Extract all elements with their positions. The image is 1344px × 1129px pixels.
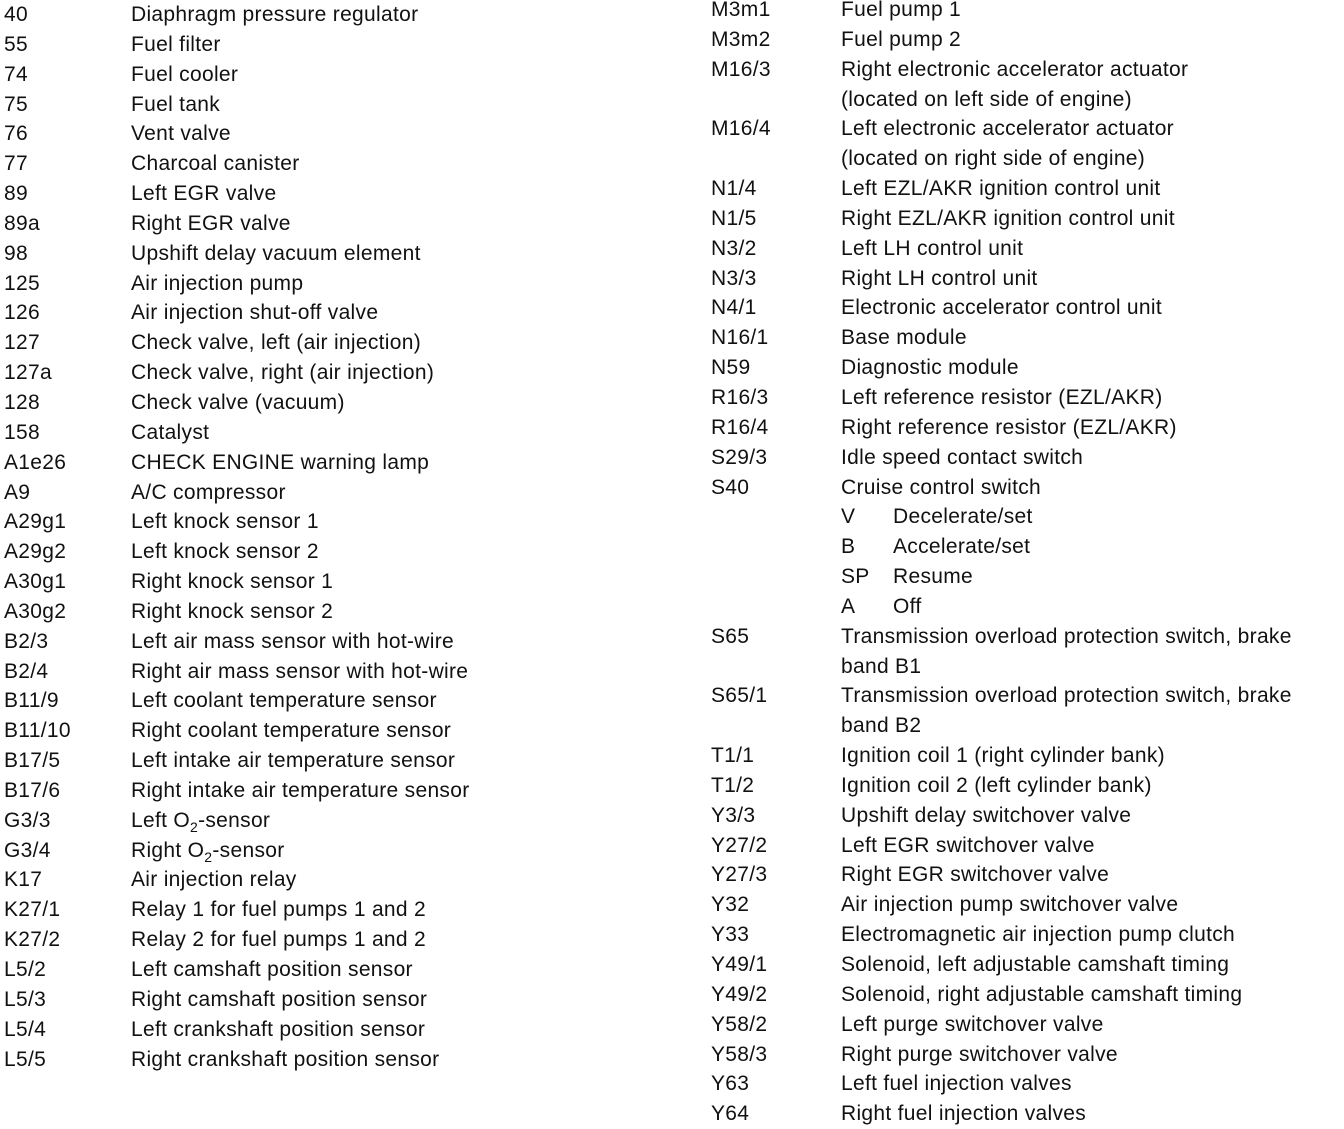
- legend-description: Right crankshaft position sensor: [131, 1047, 440, 1071]
- legend-item: [711, 860, 1341, 890]
- legend-item: [4, 627, 644, 657]
- legend-code: 77: [4, 152, 28, 176]
- legend-code: R16/3: [711, 385, 769, 409]
- legend-code: N4/1: [711, 296, 757, 320]
- legend-code: S40: [711, 475, 750, 499]
- legend-description: Check valve, left (air injection): [131, 331, 422, 355]
- legend-description-block: [131, 209, 644, 239]
- legend-description-block: [131, 90, 644, 120]
- legend-description: Check valve (vacuum): [131, 390, 345, 414]
- legend-code: B2/4: [4, 659, 49, 683]
- legend-code: L5/5: [4, 1047, 47, 1071]
- legend-description-block: [131, 179, 644, 209]
- legend-item: [4, 298, 644, 328]
- legend-description-block: [131, 30, 644, 60]
- legend-description-block: [131, 358, 644, 388]
- legend-description: Transmission overload protection switch, brake: [841, 624, 1292, 648]
- legend-code: Y63: [711, 1072, 750, 1096]
- legend-description: Ignition coil 2 (left cylinder bank): [841, 773, 1152, 797]
- legend-description: Air injection pump: [131, 271, 304, 295]
- legend-code: Y49/1: [711, 953, 768, 976]
- legend-description-block: [841, 443, 1341, 473]
- legend-item: [711, 353, 1341, 383]
- legend-item: [4, 388, 644, 418]
- legend-description-block: [131, 567, 644, 597]
- legend-item: [711, 890, 1341, 920]
- legend-description-block: [841, 25, 1341, 55]
- legend-code: Y64: [711, 1102, 750, 1126]
- legend-code: R16/4: [711, 415, 769, 439]
- legend-description: Transmission overload protection switch, brake: [841, 684, 1292, 708]
- legend-item: [4, 30, 644, 60]
- subscript-text: 2: [204, 848, 213, 865]
- legend-code: 98: [4, 241, 28, 265]
- legend-description-block: [841, 353, 1341, 383]
- legend-description: Right purge switchover valve: [841, 1042, 1118, 1066]
- legend-item: [4, 746, 644, 776]
- legend-item: [711, 681, 1341, 741]
- legend-item: [711, 920, 1341, 950]
- legend-item: [4, 1015, 644, 1045]
- legend-code: A9: [4, 480, 31, 504]
- legend-description: CHECK ENGINE warning lamp: [131, 450, 430, 474]
- legend-description-block: [131, 627, 644, 657]
- legend-description-block: [841, 293, 1341, 323]
- legend-item: [4, 60, 644, 90]
- legend-description-block: [841, 234, 1341, 264]
- legend-description: Upshift delay switchover valve: [841, 803, 1132, 827]
- legend-code: T1/2: [711, 773, 755, 797]
- legend-description-text: Right O: [131, 838, 205, 862]
- legend-description-block: [131, 388, 644, 418]
- legend-code: B17/6: [4, 778, 61, 802]
- legend-description-block: [131, 597, 644, 627]
- legend-description: Left intake air temperature sensor: [131, 749, 456, 773]
- legend-code: M3m2: [711, 27, 771, 51]
- legend-code: K27/1: [4, 898, 61, 922]
- legend-item: [711, 1010, 1341, 1040]
- legend-description: Fuel pump 1: [841, 0, 962, 21]
- legend-code: K27/2: [4, 928, 61, 952]
- legend-description-text: Left O: [131, 808, 190, 832]
- legend-code: 76: [4, 122, 28, 146]
- legend-code: G3/4: [4, 838, 51, 862]
- legend-item: [4, 776, 644, 806]
- legend-item: [4, 149, 644, 179]
- legend-item: [4, 686, 644, 716]
- legend-item: [711, 264, 1341, 294]
- legend-description-block: [841, 1040, 1341, 1070]
- legend-item: [4, 478, 644, 508]
- legend-description-block: [131, 60, 644, 90]
- legend-code: Y49/2: [711, 982, 768, 1006]
- legend-description: Solenoid, right adjustable camshaft timing: [841, 982, 1243, 1006]
- legend-item: [4, 836, 644, 866]
- legend-description: Right camshaft position sensor: [131, 987, 428, 1011]
- legend-item: [4, 955, 644, 985]
- legend-item: [711, 323, 1341, 353]
- legend-item: [711, 0, 1341, 25]
- legend-description-block: [841, 473, 1341, 503]
- legend-description: Left camshaft position sensor: [131, 958, 413, 981]
- legend-code: N3/3: [711, 266, 757, 290]
- legend-description: Vent valve: [131, 122, 231, 146]
- legend-code: N1/4: [711, 177, 757, 201]
- legend-description: Diagnostic module: [841, 356, 1019, 380]
- legend-item: [4, 269, 644, 299]
- legend-description: Electronic accelerator control unit: [841, 296, 1162, 320]
- legend-code: G3/3: [4, 808, 51, 832]
- legend-description-text: -sensor: [198, 808, 271, 832]
- legend-description-block: [841, 55, 1341, 115]
- legend-description-block: [841, 114, 1341, 174]
- legend-description-block: [841, 0, 1341, 25]
- legend-code: Y32: [711, 893, 750, 917]
- legend-description: Ignition coil 1 (right cylinder bank): [841, 744, 1165, 768]
- legend-item: [4, 358, 644, 388]
- legend-code: 126: [4, 301, 40, 325]
- legend-description: Solenoid, left adjustable camshaft timing: [841, 953, 1230, 976]
- legend-code: Y33: [711, 923, 750, 947]
- legend-code: N3/2: [711, 236, 757, 260]
- legend-description: Resume: [893, 565, 973, 589]
- legend-item: [4, 239, 644, 269]
- legend-description-block: [841, 323, 1341, 353]
- legend-sub-item: [711, 502, 1341, 532]
- legend-code: 89: [4, 182, 28, 206]
- legend-description: Left air mass sensor with hot-wire: [131, 629, 454, 653]
- legend-description-block: [131, 836, 644, 866]
- legend-item: [711, 950, 1341, 980]
- legend-description: Right fuel injection valves: [841, 1102, 1087, 1126]
- legend-item: [711, 771, 1341, 801]
- legend-item: [711, 1069, 1341, 1099]
- legend-item: [4, 865, 644, 895]
- subscript-text: 2: [190, 818, 199, 835]
- legend-item: [711, 1099, 1341, 1129]
- legend-description-block: [131, 269, 644, 299]
- legend-description-block: [841, 264, 1341, 294]
- legend-description: Fuel cooler: [131, 62, 239, 86]
- legend-description: Right LH control unit: [841, 266, 1038, 290]
- legend-description-block: [131, 716, 644, 746]
- legend-item: [711, 55, 1341, 115]
- legend-description: Idle speed contact switch: [841, 445, 1084, 469]
- legend-code: Y27/3: [711, 863, 768, 887]
- legend-item: [711, 234, 1341, 264]
- legend-description-block: [131, 418, 644, 448]
- legend-code: L5/2: [4, 958, 47, 981]
- legend-item: [711, 980, 1341, 1010]
- legend-item: [4, 657, 644, 687]
- legend-description-block: [131, 0, 644, 30]
- legend-code: 75: [4, 92, 28, 116]
- legend-description-continued: band B2: [841, 714, 922, 738]
- legend-code: A30g1: [4, 570, 67, 594]
- legend-description-block: [131, 865, 644, 895]
- legend-description-block: [131, 448, 644, 478]
- legend-code: B2/3: [4, 629, 49, 653]
- legend-description: Right knock sensor 1: [131, 570, 334, 594]
- legend-code: T1/1: [711, 744, 755, 768]
- legend-description-block: [131, 686, 644, 716]
- legend-description: Left reference resistor (EZL/AKR): [841, 385, 1163, 409]
- legend-description-block: [131, 895, 644, 925]
- legend-item: [4, 418, 644, 448]
- legend-description-block: [841, 204, 1341, 234]
- legend-description: Left knock sensor 2: [131, 540, 319, 564]
- legend-description: Fuel pump 2: [841, 27, 962, 51]
- legend-description-block: [841, 860, 1341, 890]
- legend-description-block: [131, 478, 644, 508]
- legend-item: [711, 413, 1341, 443]
- legend-description: Left coolant temperature sensor: [131, 689, 437, 713]
- legend-item: [711, 174, 1341, 204]
- legend-sub-code: B: [841, 535, 856, 559]
- legend-description-continued: (located on left side of engine): [841, 87, 1132, 111]
- legend-description: Right intake air temperature sensor: [131, 778, 470, 802]
- legend-description: Charcoal canister: [131, 152, 300, 176]
- legend-code: 158: [4, 420, 40, 444]
- legend-description: Right knock sensor 2: [131, 599, 334, 623]
- legend-code: 125: [4, 271, 40, 295]
- legend-item: [711, 383, 1341, 413]
- legend-code: A30g2: [4, 599, 67, 623]
- legend-code: 40: [4, 3, 28, 26]
- legend-item: [711, 443, 1341, 473]
- legend-description-block: [131, 328, 644, 358]
- legend-description: Right EZL/AKR ignition control unit: [841, 206, 1175, 230]
- legend-sub-code: V: [841, 505, 856, 529]
- legend-item: [4, 1045, 644, 1075]
- legend-code: L5/4: [4, 1017, 47, 1041]
- legend-description: Right EGR switchover valve: [841, 863, 1110, 887]
- legend-code: M16/4: [711, 117, 771, 141]
- legend-description-block: [841, 950, 1341, 980]
- legend-description: [131, 838, 285, 865]
- legend-description: Right EGR valve: [131, 211, 291, 235]
- legend-description: [131, 808, 271, 835]
- legend-code: N16/1: [711, 326, 769, 350]
- legend-description: Left fuel injection valves: [841, 1072, 1072, 1096]
- legend-description: A/C compressor: [131, 480, 286, 504]
- legend-code: Y3/3: [711, 803, 756, 827]
- legend-description-block: [841, 413, 1341, 443]
- legend-description: Left EZL/AKR ignition control unit: [841, 177, 1161, 201]
- legend-item: [711, 25, 1341, 55]
- legend-item: [711, 204, 1341, 234]
- legend-description-block: [131, 746, 644, 776]
- legend-item: [711, 114, 1341, 174]
- legend-description: Left EGR switchover valve: [841, 833, 1095, 857]
- legend-description-block: [131, 537, 644, 567]
- legend-item: [4, 895, 644, 925]
- legend-description: Air injection relay: [131, 868, 297, 892]
- legend-item: [711, 473, 1341, 503]
- legend-description-block: [841, 1010, 1341, 1040]
- legend-description-block: [841, 771, 1341, 801]
- legend-item: [4, 806, 644, 836]
- legend-description-block: [131, 925, 644, 955]
- legend-description-block: [841, 622, 1341, 682]
- legend-description: Cruise control switch: [841, 475, 1042, 499]
- legend-description-continued: (located on right side of engine): [841, 147, 1146, 171]
- legend-description-block: [131, 1015, 644, 1045]
- legend-description: Right air mass sensor with hot-wire: [131, 659, 469, 683]
- legend-item: [4, 537, 644, 567]
- legend-description: Off: [893, 594, 922, 618]
- legend-description-block: [841, 831, 1341, 861]
- legend-description: Relay 2 for fuel pumps 1 and 2: [131, 928, 427, 952]
- legend-description: Catalyst: [131, 420, 210, 444]
- legend-item: [711, 741, 1341, 771]
- legend-code: A29g2: [4, 540, 67, 564]
- legend-item: [711, 622, 1341, 682]
- legend-description-block: [841, 920, 1341, 950]
- legend-code: N59: [711, 356, 751, 380]
- legend-item: [4, 90, 644, 120]
- legend-description-continued: band B1: [841, 654, 922, 678]
- legend-item: [4, 925, 644, 955]
- legend-item: [4, 0, 644, 30]
- legend-description: Right electronic accelerator actuator: [841, 57, 1189, 81]
- legend-description-block: [841, 681, 1341, 741]
- legend-code: K17: [4, 868, 43, 892]
- legend-description: Air injection pump switchover valve: [841, 893, 1179, 917]
- legend-code: 55: [4, 32, 28, 56]
- legend-description-block: [841, 383, 1341, 413]
- legend-code: B17/5: [4, 749, 61, 773]
- legend-description: Decelerate/set: [893, 505, 1033, 529]
- legend-item: [711, 293, 1341, 323]
- legend-item: [711, 831, 1341, 861]
- legend-code: N1/5: [711, 206, 757, 230]
- legend-description: Diaphragm pressure regulator: [131, 3, 419, 26]
- legend-description-block: [841, 1069, 1341, 1099]
- legend-description-block: [131, 239, 644, 269]
- legend-code: M3m1: [711, 0, 771, 21]
- legend-description: Fuel tank: [131, 92, 221, 116]
- legend-description: Left purge switchover valve: [841, 1012, 1104, 1036]
- legend-description-block: [131, 806, 644, 836]
- legend-description: Check valve, right (air injection): [131, 361, 435, 385]
- legend-sub-item: [711, 592, 1341, 622]
- legend-description-block: [131, 955, 644, 985]
- legend-description-block: [131, 119, 644, 149]
- legend-code: 127: [4, 331, 40, 355]
- legend-description-block: [131, 149, 644, 179]
- legend-code: Y58/2: [711, 1012, 768, 1036]
- legend-item: [4, 507, 644, 537]
- legend-right-column: [711, 0, 1341, 1129]
- legend-item: [711, 1040, 1341, 1070]
- legend-code: B11/10: [4, 719, 71, 743]
- legend-code: Y58/3: [711, 1042, 768, 1066]
- legend-description: Base module: [841, 326, 967, 350]
- legend-item: [711, 801, 1341, 831]
- legend-description: Left knock sensor 1: [131, 510, 319, 534]
- legend-code: 74: [4, 62, 28, 86]
- legend-sub-code: A: [841, 594, 856, 618]
- legend-description: Right coolant temperature sensor: [131, 719, 452, 743]
- legend-description: Upshift delay vacuum element: [131, 241, 421, 265]
- legend-description: Air injection shut-off valve: [131, 301, 379, 325]
- legend-code: 89a: [4, 211, 40, 235]
- legend-description: Left electronic accelerator actuator: [841, 117, 1174, 141]
- legend-code: B11/9: [4, 689, 59, 713]
- legend-description: Left crankshaft position sensor: [131, 1017, 426, 1041]
- legend-description-block: [841, 980, 1341, 1010]
- legend-description-block: [841, 890, 1341, 920]
- legend-item: [4, 119, 644, 149]
- legend-description-block: [131, 298, 644, 328]
- legend-code: 127a: [4, 361, 52, 385]
- legend-description-block: [131, 1045, 644, 1075]
- legend-code: 128: [4, 390, 40, 414]
- legend-item: [4, 567, 644, 597]
- legend-item: [4, 209, 644, 239]
- legend-description: Accelerate/set: [893, 535, 1031, 559]
- legend-description-block: [841, 1099, 1341, 1129]
- legend-sub-code: SP: [841, 565, 870, 589]
- legend-sub-item: [711, 532, 1341, 562]
- legend-code: S65: [711, 624, 750, 648]
- legend-description-block: [841, 174, 1341, 204]
- legend-code: A1e26: [4, 450, 67, 474]
- legend-item: [4, 597, 644, 627]
- legend-item: [4, 716, 644, 746]
- legend-description-block: [131, 507, 644, 537]
- legend-description-text: -sensor: [212, 838, 285, 862]
- legend-item: [4, 179, 644, 209]
- legend-code: A29g1: [4, 510, 67, 534]
- legend-left-column: [4, 0, 644, 1074]
- legend-item: [4, 328, 644, 358]
- legend-description-block: [131, 776, 644, 806]
- legend-sub-item: [711, 562, 1341, 592]
- legend-code: S29/3: [711, 445, 768, 469]
- legend-item: [4, 448, 644, 478]
- legend-description-block: [131, 657, 644, 687]
- legend-description-block: [841, 741, 1341, 771]
- legend-code: M16/3: [711, 57, 771, 81]
- legend-description: Electromagnetic air injection pump clutch: [841, 923, 1235, 947]
- legend-description: Right reference resistor (EZL/AKR): [841, 415, 1177, 439]
- legend-description: Relay 1 for fuel pumps 1 and 2: [131, 898, 427, 922]
- legend-code: S65/1: [711, 684, 768, 708]
- legend-code: Y27/2: [711, 833, 768, 857]
- legend-description-block: [841, 801, 1341, 831]
- legend-description-block: [131, 985, 644, 1015]
- legend-code: L5/3: [4, 987, 47, 1011]
- legend-description: Left EGR valve: [131, 182, 277, 206]
- legend-description: Fuel filter: [131, 32, 221, 56]
- legend-item: [4, 985, 644, 1015]
- legend-description: Left LH control unit: [841, 236, 1024, 260]
